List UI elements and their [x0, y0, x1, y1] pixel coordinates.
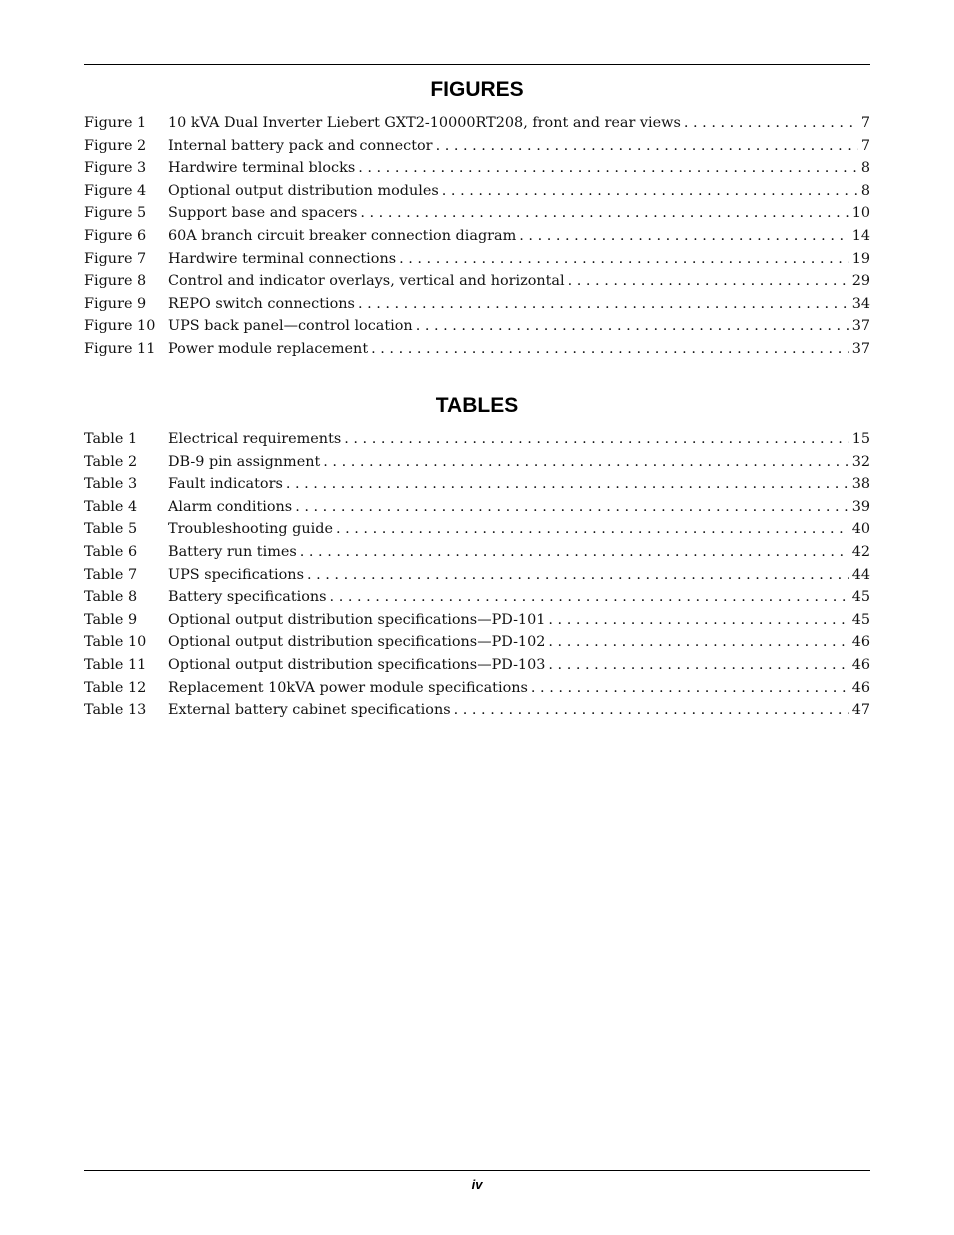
dot-leader — [300, 541, 849, 564]
dot-leader — [323, 451, 848, 474]
dot-leader — [358, 157, 858, 180]
figure-entry-title: 60A branch circuit breaker connection diagram — [168, 227, 517, 244]
figure-entry[interactable] — [84, 225, 870, 248]
figure-entry-label: Figure 10 — [84, 318, 156, 335]
figure-entry-title: Power module replacement — [168, 340, 369, 357]
figure-entry[interactable] — [84, 135, 870, 158]
table-entry-label: Table 12 — [84, 679, 147, 696]
table-entry-title: Alarm conditions — [168, 498, 293, 515]
dot-leader — [568, 270, 849, 293]
table-entry-label: Table 6 — [84, 543, 138, 560]
table-entry-page-number: 46 — [851, 679, 870, 696]
table-entry-page-number: 47 — [851, 702, 870, 719]
dot-leader — [548, 609, 848, 632]
figure-entry-label: Figure 9 — [84, 295, 147, 312]
dot-leader — [519, 225, 848, 248]
figure-entry-title: REPO switch connections — [168, 295, 355, 312]
top-rule — [84, 64, 870, 65]
dot-leader — [344, 428, 848, 451]
table-entry-label: Table 11 — [84, 656, 147, 673]
figure-entry-page-number: 34 — [851, 295, 870, 312]
table-entry-title: DB-9 pin assignment — [168, 453, 321, 470]
figure-entry-page-number: 19 — [851, 250, 870, 267]
dot-leader — [454, 699, 849, 722]
table-entry-title: Battery specifications — [168, 589, 327, 606]
table-entry-label: Table 8 — [84, 589, 138, 606]
table-entry-label: Table 1 — [84, 431, 138, 447]
table-entry-title: Electrical requirements — [168, 431, 342, 447]
figure-entry-title: Hardwire terminal blocks — [168, 160, 356, 177]
dot-leader — [416, 315, 849, 338]
figure-entry[interactable] — [84, 157, 870, 180]
table-entry-title: Fault indicators — [168, 476, 283, 493]
table-entry-title: External battery cabinet specifications — [168, 702, 451, 719]
table-entry-title: Optional output distribution specifications—PD-102 — [168, 634, 546, 651]
dot-leader — [548, 631, 848, 654]
tables-list — [84, 428, 870, 722]
figure-entry-title: 10 kVA Dual Inverter Liebert GXT2-10000RT208, front and rear views — [168, 115, 681, 131]
table-entry-title: Battery run times — [168, 543, 297, 560]
table-entry[interactable] — [84, 541, 870, 564]
figures-list — [84, 112, 870, 361]
figure-entry-page-number: 37 — [851, 318, 870, 335]
figure-entry-title: Hardwire terminal connections — [168, 250, 397, 267]
table-entry-label: Table 2 — [84, 453, 138, 470]
table-entry-page-number: 32 — [851, 453, 870, 470]
table-entry[interactable] — [84, 564, 870, 587]
table-entry-page-number: 46 — [851, 634, 870, 651]
figure-entry-label: Figure 3 — [84, 160, 147, 177]
figure-entry-label: Figure 11 — [84, 340, 156, 357]
table-entry-title: Troubleshooting guide — [168, 521, 333, 538]
figure-entry-page-number: 10 — [851, 205, 870, 222]
figure-entry-title: Optional output distribution modules — [168, 182, 439, 199]
figure-entry-title: Internal battery pack and connector — [168, 137, 433, 154]
table-entry[interactable] — [84, 473, 870, 496]
table-entry-label: Table 10 — [84, 634, 147, 651]
dot-leader — [286, 473, 849, 496]
figure-entry-page-number: 7 — [860, 115, 870, 131]
table-entry-page-number: 15 — [851, 431, 870, 447]
figure-entry[interactable] — [84, 270, 870, 293]
table-entry[interactable] — [84, 654, 870, 677]
table-entry-page-number: 40 — [851, 521, 870, 538]
dot-leader — [442, 180, 858, 203]
figure-entry[interactable] — [84, 180, 870, 203]
figure-entry-page-number: 14 — [851, 227, 870, 244]
dot-leader — [548, 654, 848, 677]
dot-leader — [436, 135, 858, 158]
table-entry-page-number: 42 — [851, 543, 870, 560]
table-entry-page-number: 46 — [851, 656, 870, 673]
table-entry[interactable] — [84, 677, 870, 700]
table-entry[interactable] — [84, 631, 870, 654]
table-entry[interactable] — [84, 586, 870, 609]
table-entry-page-number: 38 — [851, 476, 870, 493]
figure-entry-page-number: 8 — [860, 182, 870, 199]
table-entry-label: Table 7 — [84, 566, 138, 583]
figure-entry-page-number: 29 — [851, 273, 870, 290]
figure-entry-label: Figure 5 — [84, 205, 147, 222]
table-entry[interactable] — [84, 496, 870, 519]
figure-entry-title: UPS back panel—control location — [168, 318, 413, 335]
figure-entry[interactable] — [84, 293, 870, 316]
figure-entry-title: Control and indicator overlays, vertical and horizontal — [168, 273, 565, 290]
table-entry-page-number: 39 — [851, 498, 870, 515]
page-number: iv — [471, 1177, 483, 1192]
dot-leader — [307, 564, 849, 587]
figure-entry-title: Support base and spacers — [168, 205, 358, 222]
table-entry-title: Optional output distribution specifications—PD-103 — [168, 656, 546, 673]
table-entry-page-number: 45 — [851, 611, 870, 628]
table-entry-page-number: 45 — [851, 589, 870, 606]
table-entry[interactable] — [84, 518, 870, 541]
figure-entry-label: Figure 6 — [84, 227, 147, 244]
dot-leader — [336, 518, 849, 541]
figure-entry[interactable] — [84, 315, 870, 338]
dot-leader — [399, 248, 849, 271]
table-entry[interactable] — [84, 428, 870, 451]
figure-entry-label: Figure 2 — [84, 137, 147, 154]
table-entry-page-number: 44 — [851, 566, 870, 583]
tables-heading: TABLES — [435, 394, 519, 417]
figure-entry-label: Figure 1 — [84, 115, 147, 131]
dot-leader — [531, 677, 849, 700]
table-entry-title: Optional output distribution specifications—PD-101 — [168, 611, 546, 628]
table-entry-label: Table 5 — [84, 521, 138, 538]
bottom-rule — [84, 1170, 870, 1171]
dot-leader — [358, 293, 849, 316]
table-entry-label: Table 9 — [84, 611, 138, 628]
table-entry[interactable] — [84, 609, 870, 632]
dot-leader — [684, 112, 858, 135]
table-entry[interactable] — [84, 451, 870, 474]
figure-entry-page-number: 7 — [860, 137, 870, 154]
dot-leader — [295, 496, 849, 519]
table-entry-label: Table 3 — [84, 476, 138, 493]
figure-entry-label: Figure 7 — [84, 250, 147, 267]
table-entry-label: Table 13 — [84, 702, 147, 719]
table-entry-title: UPS specifications — [168, 566, 304, 583]
figure-entry-page-number: 8 — [860, 160, 870, 177]
figure-entry[interactable] — [84, 112, 870, 135]
table-entry[interactable] — [84, 699, 870, 722]
figure-entry[interactable] — [84, 202, 870, 225]
dot-leader — [360, 202, 848, 225]
figure-entry[interactable] — [84, 248, 870, 271]
dot-leader — [330, 586, 849, 609]
table-entry-title: Replacement 10kVA power module specifications — [168, 679, 528, 696]
figure-entry[interactable] — [84, 338, 870, 361]
dot-leader — [371, 338, 849, 361]
table-entry-label: Table 4 — [84, 498, 138, 515]
figure-entry-label: Figure 4 — [84, 182, 147, 199]
figure-entry-label: Figure 8 — [84, 273, 147, 290]
figures-heading: FIGURES — [430, 78, 524, 101]
figure-entry-page-number: 37 — [851, 340, 870, 357]
